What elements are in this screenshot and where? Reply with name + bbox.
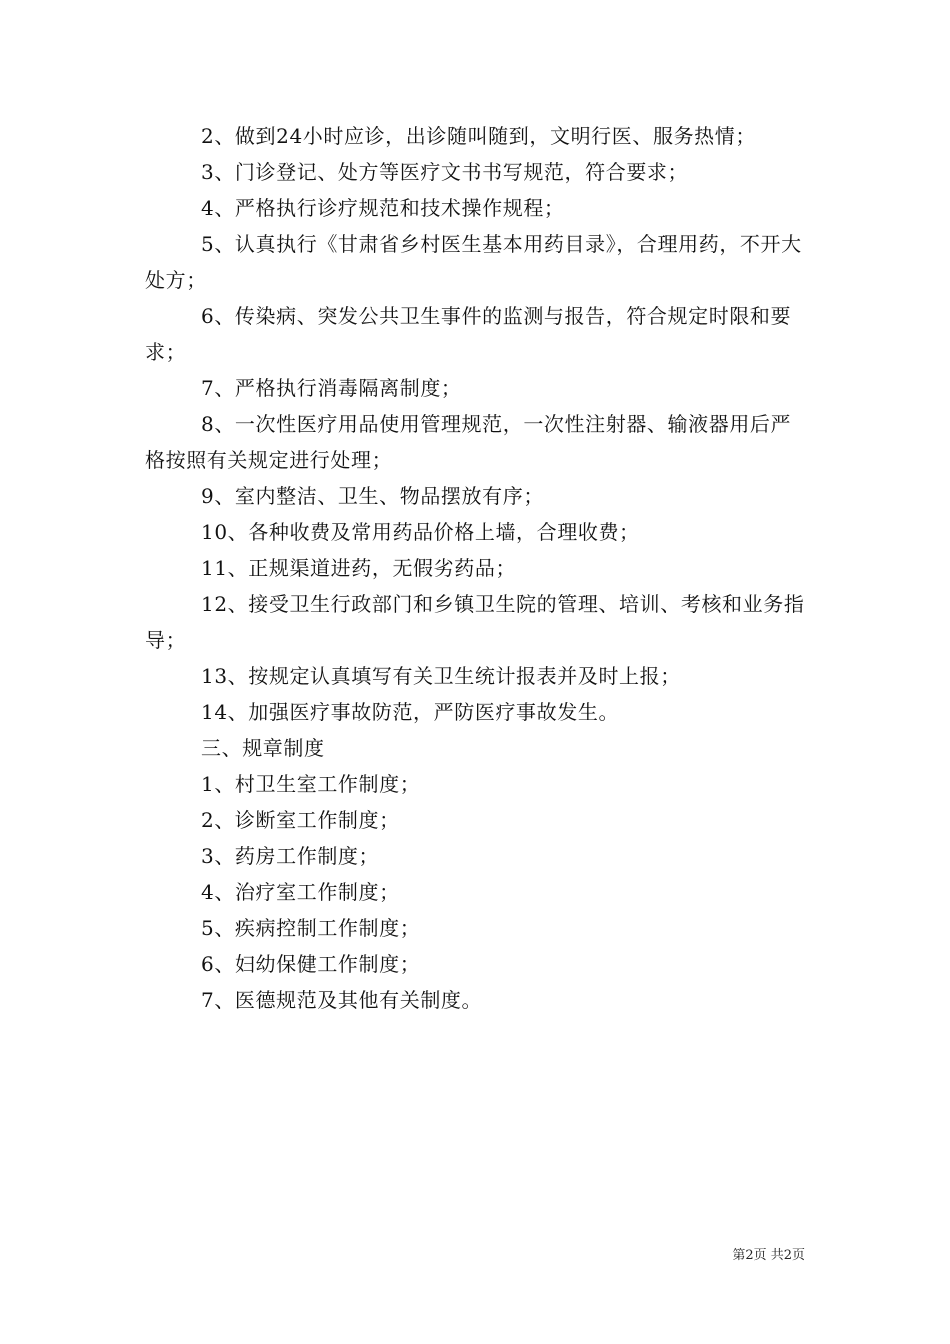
document-body [145,118,810,1018]
paragraph-item-4: 4、严格执行诊疗规范和技术操作规程； [201,196,565,220]
paragraph-item-6: 6、传染病、突发公共卫生事件的监测与报告，符合规定时限和要求； [145,304,792,364]
paragraph-item-3: 3、门诊登记、处方等医疗文书书写规范，符合要求； [201,160,689,184]
rule-item-3: 3、药房工作制度； [201,844,380,868]
rule-item-6: 6、妇幼保健工作制度； [201,952,421,976]
paragraph-item-2: 2、做到24小时应诊，出诊随叫随到，文明行医、服务热情； [201,124,756,148]
paragraph-item-12: 12、接受卫生行政部门和乡镇卫生院的管理、培训、考核和业务指导； [145,592,805,652]
page-number: 第2页 共2页 [732,1248,805,1263]
rule-item-2: 2、诊断室工作制度； [201,808,400,832]
paragraph-item-11: 11、正规渠道进药，无假劣药品； [201,556,517,580]
paragraph-item-5: 5、认真执行《甘肃省乡村医生基本用药目录》，合理用药，不开大处方； [145,232,802,292]
rule-item-5: 5、疾病控制工作制度； [201,916,421,940]
rule-item-1: 1、村卫生室工作制度； [201,772,421,796]
section-heading: 三、规章制度 [201,736,325,760]
paragraph-item-8: 8、一次性医疗用品使用管理规范，一次性注射器、输液器用后严格按照有关规定进行处理； [145,412,792,472]
rule-item-4: 4、治疗室工作制度； [201,880,400,904]
paragraph-item-10: 10、各种收费及常用药品价格上墙，合理收费； [201,520,640,544]
paragraph-item-9: 9、室内整洁、卫生、物品摆放有序； [201,484,544,508]
paragraph-item-13: 13、按规定认真填写有关卫生统计报表并及时上报； [201,664,681,688]
rule-item-7: 7、医德规范及其他有关制度。 [201,988,483,1012]
paragraph-item-14: 14、加强医疗事故防范，严防医疗事故发生。 [201,700,620,724]
paragraph-item-7: 7、严格执行消毒隔离制度； [201,376,462,400]
